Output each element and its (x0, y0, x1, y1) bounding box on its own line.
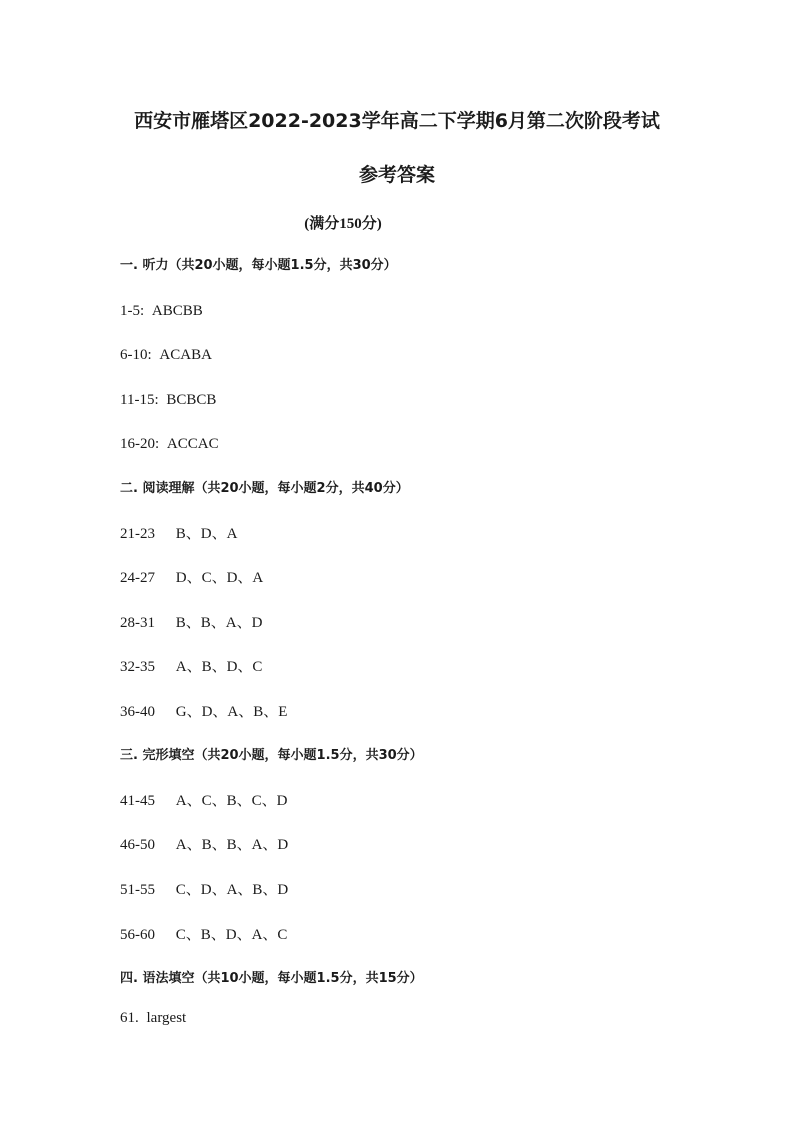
answer-row (120, 345, 212, 365)
question-range: 28-31 (120, 615, 155, 631)
question-range: 56-60 (120, 927, 155, 943)
section-heading-reading: 二. 阅读理解（共20小题，每小题2分，共40分） (120, 481, 409, 496)
answer-choices: largest (146, 1010, 187, 1026)
answer-row (120, 925, 287, 945)
answer-choices: B、B、A、D (175, 615, 263, 631)
answer-row (120, 613, 262, 633)
answer-row (120, 1008, 186, 1028)
question-range: 51-55 (120, 882, 155, 898)
answer-row (120, 301, 203, 321)
answer-choices: B、D、A (175, 526, 238, 542)
answer-row (120, 791, 287, 811)
question-range: 21-23 (120, 526, 155, 542)
answer-choices: D、C、D、A (175, 570, 264, 586)
section-heading-listening: 一. 听力（共20小题，每小题1.5分，共30分） (120, 258, 397, 273)
answer-choices: A、B、D、C (175, 659, 263, 675)
answer-row (120, 568, 263, 588)
section-heading-cloze: 三. 完形填空（共20小题，每小题1.5分，共30分） (120, 748, 423, 763)
document-title: 西安市雁塔区2022-2023学年高二下学期6月第二次阶段考试 (134, 110, 660, 132)
question-range: 6-10: (120, 347, 152, 363)
document-subtitle: 参考答案 (358, 164, 435, 186)
answer-choices: C、D、A、B、D (175, 882, 289, 898)
answer-row (120, 702, 287, 722)
answer-choices: G、D、A、B、E (175, 704, 288, 720)
full-score-note: (满分150分) (304, 216, 382, 232)
answer-row (120, 434, 219, 454)
answer-choices: C、B、D、A、C (175, 927, 288, 943)
answer-row (120, 657, 262, 677)
answer-choices: A、B、B、A、D (175, 837, 289, 853)
question-range: 61. (120, 1010, 139, 1026)
answer-row (120, 390, 216, 410)
answer-choices: ACCAC (166, 436, 219, 452)
question-range: 32-35 (120, 659, 155, 675)
answer-row (120, 524, 237, 544)
question-range: 11-15: (120, 392, 159, 408)
section-heading-grammar: 四. 语法填空（共10小题，每小题1.5分，共15分） (120, 971, 423, 986)
answer-choices: ABCBB (151, 303, 203, 319)
answer-choices: BCBCB (166, 392, 217, 408)
answer-row (120, 835, 288, 855)
question-range: 24-27 (120, 570, 155, 586)
question-range: 36-40 (120, 704, 155, 720)
question-range: 46-50 (120, 837, 155, 853)
question-range: 1-5: (120, 303, 145, 319)
answer-choices: A、C、B、C、D (175, 793, 288, 809)
answer-choices: ACABA (159, 347, 212, 363)
question-range: 16-20: (120, 436, 160, 452)
answer-row (120, 880, 288, 900)
question-range: 41-45 (120, 793, 155, 809)
